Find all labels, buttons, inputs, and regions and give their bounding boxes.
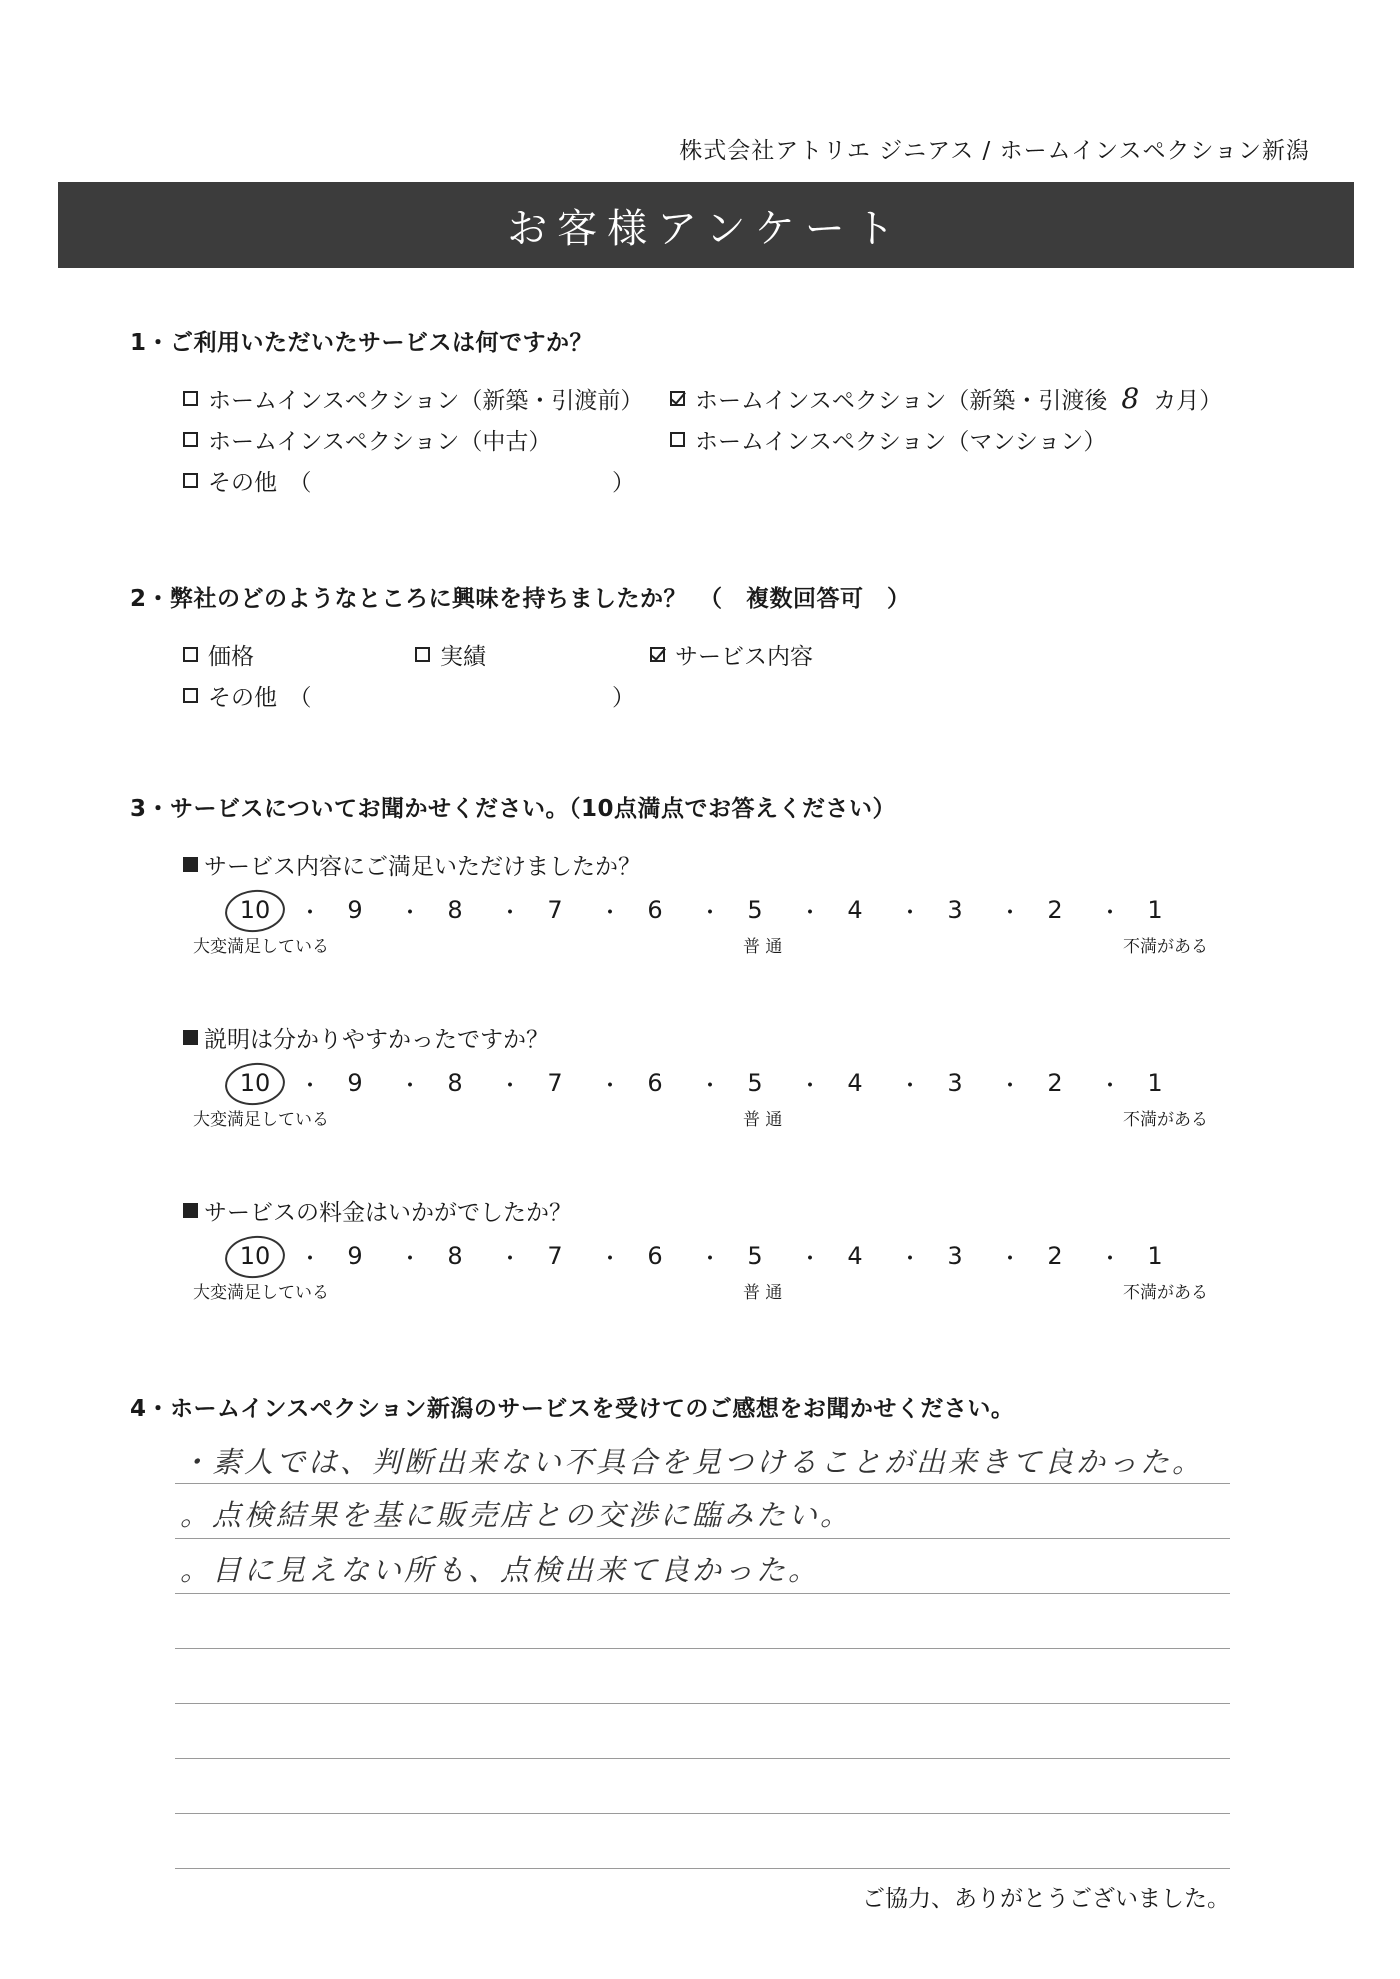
- company-name: 株式会社アトリエ ジニアス / ホームインスペクション新潟: [679, 138, 1310, 164]
- rating-question-text: サービスの料金はいかがでしたか？: [204, 1200, 572, 1226]
- rating-option-7[interactable]: 7: [547, 1242, 563, 1270]
- handwritten-answer-line: 。点検結果を基に販売店との交渉に臨みたい。: [180, 1498, 853, 1532]
- scale-separator: ・: [999, 1074, 1022, 1099]
- rating-option-10[interactable]: 10: [239, 1242, 271, 1270]
- scale-separator: ・: [1099, 1074, 1122, 1099]
- rating-option-5[interactable]: 5: [747, 896, 763, 924]
- selected-rating-circle: [223, 1060, 287, 1108]
- option-label: その他 （: [208, 685, 312, 711]
- scale-separator: ・: [999, 1247, 1022, 1272]
- rating-option-9[interactable]: 9: [347, 896, 363, 924]
- square-bullet-icon: [183, 1203, 198, 1218]
- rating-option-2[interactable]: 2: [1047, 896, 1063, 924]
- scale-separator: ・: [399, 901, 422, 926]
- rating-option-1[interactable]: 1: [1147, 1242, 1163, 1270]
- rating-question: [183, 1021, 549, 1054]
- option-label: ホームインスペクション（中古）: [208, 429, 552, 455]
- q1-option-new-after[interactable]: [670, 382, 1222, 415]
- checkbox[interactable]: [183, 688, 198, 703]
- rating-option-6[interactable]: 6: [647, 1069, 663, 1097]
- checkbox-checked[interactable]: [650, 647, 665, 662]
- rating-option-10[interactable]: 10: [239, 896, 271, 924]
- q1-option-used[interactable]: [183, 423, 551, 456]
- checkbox[interactable]: [183, 391, 198, 406]
- rating-label-low: 不満がある: [1123, 1110, 1208, 1130]
- rating-question: [183, 1194, 572, 1227]
- checkbox-checked[interactable]: [670, 391, 685, 406]
- scale-separator: ・: [499, 901, 522, 926]
- question-1-title: 1・ご利用いただいたサービスは何ですか？: [130, 330, 594, 356]
- option-label: ホームインスペクション（マンション）: [695, 429, 1107, 455]
- rating-question-text: サービス内容にご満足いただけましたか？: [204, 854, 641, 880]
- rating-option-5[interactable]: 5: [747, 1242, 763, 1270]
- rating-option-6[interactable]: 6: [647, 1242, 663, 1270]
- checkbox[interactable]: [183, 432, 198, 447]
- rating-question-text: 説明は分かりやすかったですか？: [204, 1027, 549, 1053]
- rating-option-8[interactable]: 8: [447, 896, 463, 924]
- answer-rule: [175, 1703, 1230, 1704]
- scale-separator: ・: [799, 1247, 822, 1272]
- q1-option-new-before[interactable]: [183, 382, 643, 415]
- rating-option-3[interactable]: 3: [947, 896, 963, 924]
- checkbox[interactable]: [183, 647, 198, 662]
- scale-separator: ・: [699, 901, 722, 926]
- rating-label-high: 大変満足している: [193, 1283, 329, 1303]
- option-label: 価格: [208, 644, 254, 670]
- scale-separator: ・: [899, 1247, 922, 1272]
- checkbox[interactable]: [670, 432, 685, 447]
- scale-separator: ・: [599, 901, 622, 926]
- q1-option-other[interactable]: [183, 464, 312, 497]
- handwritten-answer-line: 。目に見えない所も、点検出来て良かった。: [180, 1553, 821, 1587]
- rating-option-8[interactable]: 8: [447, 1242, 463, 1270]
- survey-title-banner: [58, 182, 1354, 268]
- option-label: サービス内容: [675, 644, 813, 670]
- rating-label-low: 不満がある: [1123, 937, 1208, 957]
- rating-option-6[interactable]: 6: [647, 896, 663, 924]
- rating-option-5[interactable]: 5: [747, 1069, 763, 1097]
- survey-title: お客様アンケート: [507, 205, 905, 252]
- checkbox[interactable]: [415, 647, 430, 662]
- rating-option-7[interactable]: 7: [547, 896, 563, 924]
- answer-rule: [175, 1868, 1230, 1869]
- rating-option-4[interactable]: 4: [847, 896, 863, 924]
- scale-separator: ・: [599, 1074, 622, 1099]
- answer-rule: [175, 1538, 1230, 1539]
- selected-rating-circle: [223, 887, 287, 935]
- scale-separator: ・: [499, 1074, 522, 1099]
- thanks-message: ご協力、ありがとうございました。: [862, 1886, 1230, 1912]
- scale-separator: ・: [999, 901, 1022, 926]
- rating-option-2[interactable]: 2: [1047, 1069, 1063, 1097]
- scale-separator: ・: [699, 1247, 722, 1272]
- rating-option-3[interactable]: 3: [947, 1242, 963, 1270]
- scale-separator: ・: [899, 1074, 922, 1099]
- question-2-title: 2・弊社のどのようなところに興味を持ちましたか？ （ 複数回答可 ）: [130, 586, 911, 612]
- rating-label-high: 大変満足している: [193, 937, 329, 957]
- handwritten-months: 8: [1121, 382, 1140, 415]
- option-label: 実績: [440, 644, 486, 670]
- q2-option-record[interactable]: [415, 638, 486, 671]
- rating-option-1[interactable]: 1: [1147, 896, 1163, 924]
- scale-separator: ・: [699, 1074, 722, 1099]
- question-3-title: 3・サービスについてお聞かせください。（10点満点でお答えください）: [130, 796, 897, 822]
- scale-separator: ・: [299, 1074, 322, 1099]
- answer-rule: [175, 1648, 1230, 1649]
- q2-option-service[interactable]: [650, 638, 813, 671]
- rating-option-10[interactable]: 10: [239, 1069, 271, 1097]
- rating-option-2[interactable]: 2: [1047, 1242, 1063, 1270]
- square-bullet-icon: [183, 857, 198, 872]
- rating-option-9[interactable]: 9: [347, 1242, 363, 1270]
- rating-label-low: 不満がある: [1123, 1283, 1208, 1303]
- scale-separator: ・: [499, 1247, 522, 1272]
- rating-label-mid: 普 通: [743, 1110, 783, 1130]
- rating-option-8[interactable]: 8: [447, 1069, 463, 1097]
- scale-separator: ・: [599, 1247, 622, 1272]
- rating-label-mid: 普 通: [743, 937, 783, 957]
- scale-separator: ・: [799, 1074, 822, 1099]
- rating-option-1[interactable]: 1: [1147, 1069, 1163, 1097]
- rating-option-4[interactable]: 4: [847, 1242, 863, 1270]
- scale-separator: ・: [899, 901, 922, 926]
- scale-separator: ・: [1099, 1247, 1122, 1272]
- rating-option-9[interactable]: 9: [347, 1069, 363, 1097]
- handwritten-answer-line: ・素人では、判断出来ない不具合を見つけることが出来きて良かった。: [180, 1445, 1205, 1479]
- option-label: ホームインスペクション（新築・引渡前）: [208, 388, 644, 414]
- q2-option-other[interactable]: [183, 679, 312, 712]
- checkbox[interactable]: [183, 473, 198, 488]
- question-4-title: 4・ホームインスペクション新潟のサービスを受けてのご感想をお聞かせください。: [130, 1396, 1015, 1422]
- rating-label-mid: 普 通: [743, 1283, 783, 1303]
- option-label: ホームインスペクション（新築・引渡後: [695, 388, 1108, 414]
- rating-option-7[interactable]: 7: [547, 1069, 563, 1097]
- q1-option-condo[interactable]: [670, 423, 1106, 456]
- scale-separator: ・: [399, 1074, 422, 1099]
- square-bullet-icon: [183, 1030, 198, 1045]
- answer-rule: [175, 1813, 1230, 1814]
- scale-separator: ・: [399, 1247, 422, 1272]
- answer-rule: [175, 1483, 1230, 1484]
- scale-separator: ・: [299, 901, 322, 926]
- rating-label-high: 大変満足している: [193, 1110, 329, 1130]
- option-label: その他 （: [208, 470, 312, 496]
- scale-separator: ・: [799, 901, 822, 926]
- rating-option-3[interactable]: 3: [947, 1069, 963, 1097]
- q2-other-close-paren: ）: [612, 685, 635, 711]
- option-suffix: カ月）: [1153, 388, 1223, 414]
- scale-separator: ・: [299, 1247, 322, 1272]
- scale-separator: ・: [1099, 901, 1122, 926]
- rating-option-4[interactable]: 4: [847, 1069, 863, 1097]
- q2-option-price[interactable]: [183, 638, 254, 671]
- q1-other-close-paren: ）: [612, 470, 635, 496]
- answer-rule: [175, 1593, 1230, 1594]
- selected-rating-circle: [223, 1233, 287, 1281]
- answer-rule: [175, 1758, 1230, 1759]
- rating-question: [183, 848, 641, 881]
